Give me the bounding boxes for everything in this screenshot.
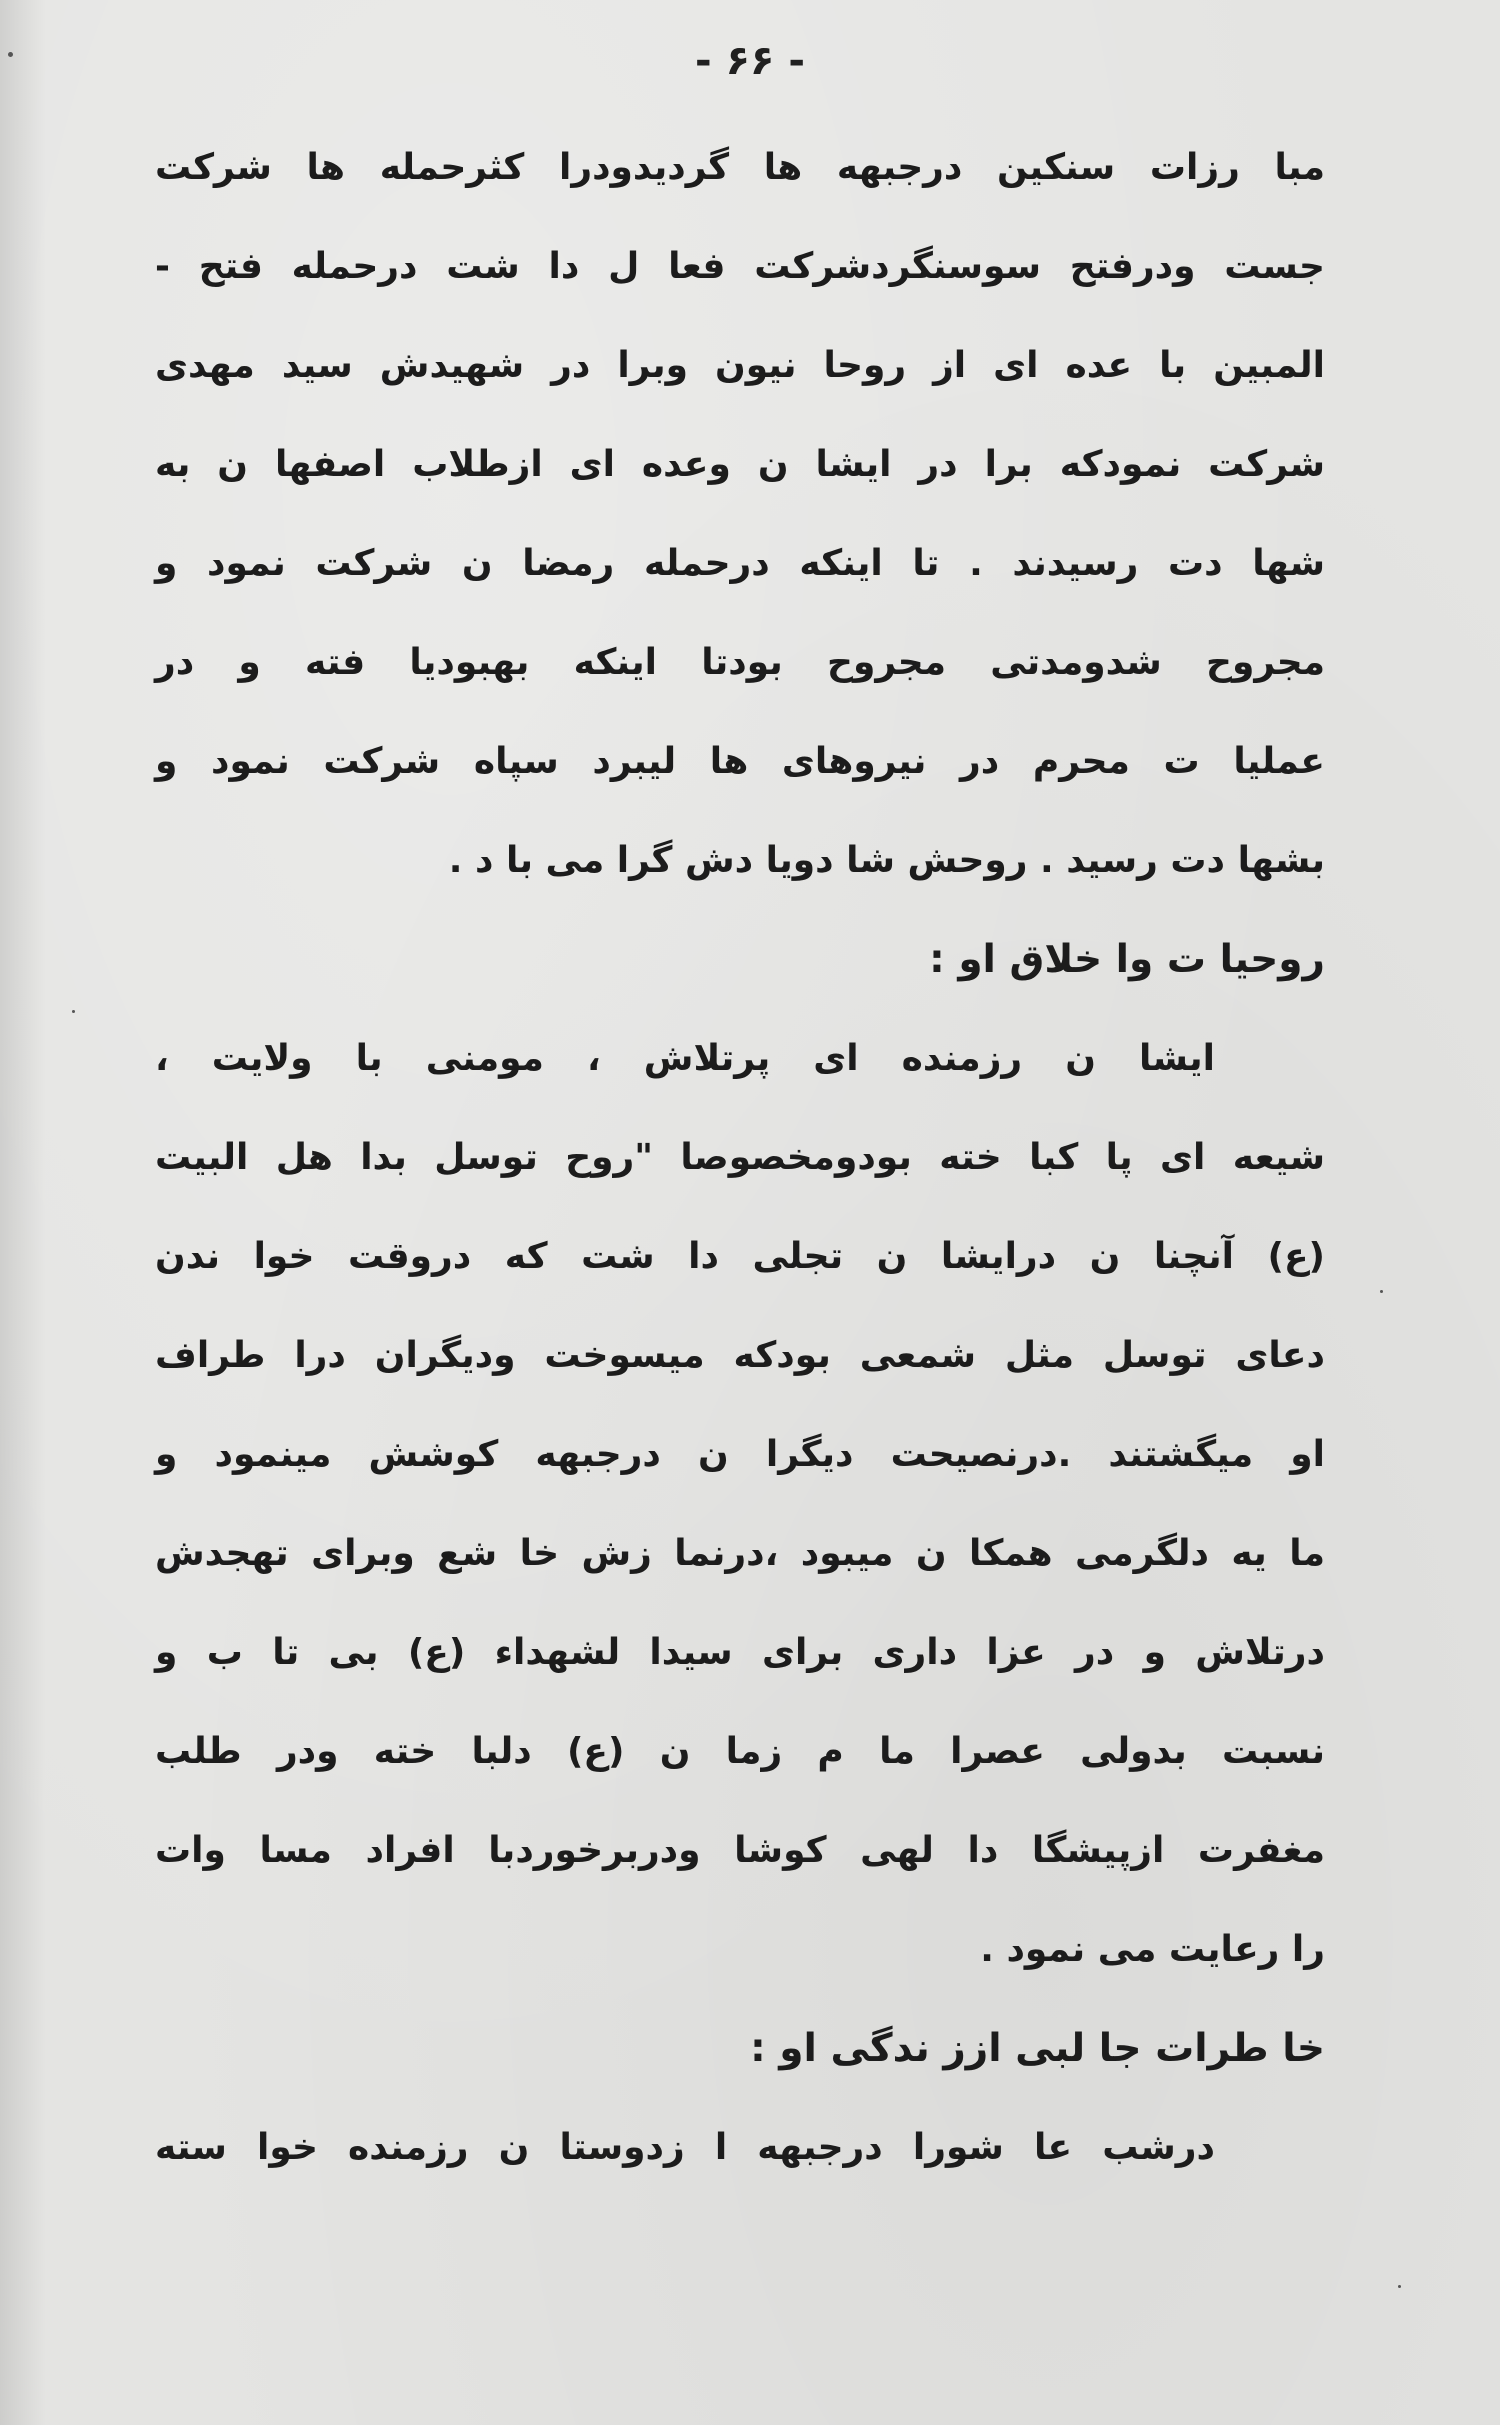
text-line: دعای توسل مثل شمعی بودکه میسوخت ودیگران درا طراف: [155, 1335, 1325, 1376]
text-line: مبا رزات سنکین درجبهه ها گردیدودرا کثرحمله ها شرکت: [155, 147, 1325, 188]
text-line: او میگشتند .درنصیحت دیگرا ن درجبهه کوشش مینمود و: [155, 1434, 1325, 1475]
text-line: ما یه دلگرمی همکا ن میبود ،درنما زش خا شع وبرای تهجدش: [155, 1533, 1325, 1574]
text-line: بشها دت رسید . روحش شا دویا دش گرا می با د .: [448, 840, 1325, 881]
text-line: جست ودرفتح سوسنگردشرکت فعا ل دا شت درحمله فتح -: [155, 246, 1325, 287]
text-line: شرکت نمودکه برا در ایشا ن وعده ای ازطلاب اصفها ن به: [155, 444, 1325, 485]
text-line: المبین با عده ای از روحا نیون وبرا در شهیدش سید مهدی: [155, 345, 1325, 386]
paper-speck: [72, 1010, 75, 1013]
paper-speck: [1398, 2285, 1401, 2288]
text-line: درتلاش و در عزا داری برای سیدا لشهداء (ع) بی تا ب و: [155, 1632, 1325, 1673]
body-text: [155, 118, 1325, 2197]
paper-speck: [1380, 1290, 1383, 1293]
page-number: - ۶۶ -: [695, 38, 805, 84]
text-line: درشب عا شورا درجبهه ا زدوستا ن رزمنده خوا سته: [155, 2127, 1215, 2168]
section-heading: خا طرات جا لبی ازز ندگی او :: [750, 2026, 1325, 2071]
text-line: نسبت بدولی عصرا ما م زما ن (ع) دلبا خته ودر طلب: [155, 1731, 1325, 1772]
text-line: شها دت رسیدند . تا اینکه درحمله رمضا ن شرکت نمود و: [155, 543, 1325, 584]
section-heading: روحیا ت وا خلاق او :: [929, 937, 1325, 982]
text-line: ایشا ن رزمنده ای پرتلاش ، مومنی با ولایت ،: [155, 1038, 1215, 1079]
page-edge-shadow: [0, 0, 46, 2425]
text-line: مغفرت ازپیشگا دا لهی کوشا ودربرخوردبا افراد مسا وات: [155, 1830, 1325, 1871]
text-line: (ع) آنچنا ن درایشا ن تجلی دا شت که دروقت خوا ندن: [155, 1236, 1325, 1277]
text-line: عملیا ت محرم در نیروهای ها لیبرد سپاه شرکت نمود و: [155, 741, 1325, 782]
paper-speck: [8, 52, 13, 57]
text-line: شیعه ای پا کبا خته بودومخصوصا "روح توسل بدا هل البیت: [155, 1137, 1325, 1178]
text-line: مجروح شدومدتی مجروح بودتا اینکه بهبودیا فته و در: [155, 642, 1325, 683]
text-line: را رعایت می نمود .: [980, 1929, 1325, 1970]
